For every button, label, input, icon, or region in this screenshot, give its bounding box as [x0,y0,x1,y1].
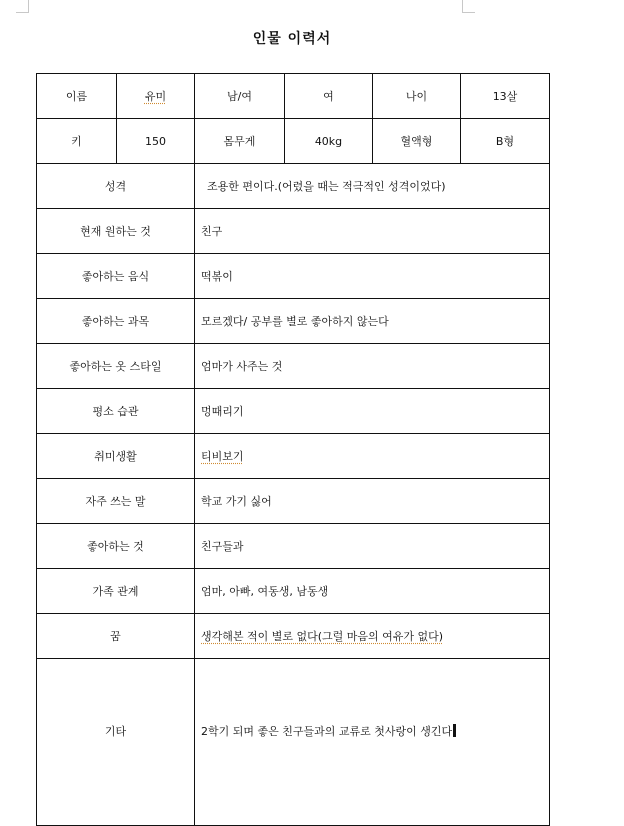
favorite-food-value[interactable]: 떡볶이 [195,254,550,299]
blood-type-value[interactable]: B형 [461,119,550,164]
personality-value[interactable]: 조용한 편이다.(어렸을 때는 적극적인 성격이었다) [195,164,550,209]
document-title: 인물 이력서 [252,31,332,47]
name-value-text: 유미 [144,90,167,103]
favorite-subject-label[interactable]: 좋아하는 과목 [37,299,195,344]
other-label[interactable]: 기타 [37,659,195,826]
family-value[interactable]: 엄마, 아빠, 여동생, 남동생 [195,569,550,614]
table-row [37,299,550,344]
table-row [37,164,550,209]
table-row [37,389,550,434]
dream-value-text: 생각해본 적이 별로 없다(그럴 마음의 여유가 없다) [201,630,444,643]
table-row [37,569,550,614]
table-row [37,479,550,524]
frequent-phrase-value[interactable]: 학교 가기 싫어 [195,479,550,524]
text-cursor [453,724,456,737]
name-value[interactable] [117,74,195,119]
table-row [37,254,550,299]
profile-table [36,73,550,826]
dream-label[interactable]: 꿈 [37,614,195,659]
table-row [37,74,550,119]
table-row [37,659,550,826]
table-row [37,524,550,569]
gender-value[interactable]: 여 [285,74,373,119]
gender-label[interactable]: 남/여 [195,74,285,119]
hobby-value[interactable] [195,434,550,479]
other-value[interactable] [195,659,550,826]
age-value[interactable]: 13살 [461,74,550,119]
page-corner-mark-top-left [16,0,29,13]
height-value[interactable]: 150 [117,119,195,164]
current-wish-label[interactable]: 현재 원하는 것 [37,209,195,254]
height-label[interactable]: 키 [37,119,117,164]
favorite-clothing-style-value[interactable]: 엄마가 사주는 것 [195,344,550,389]
other-value-text: 2학기 되며 좋은 친구들과의 교류로 첫사랑이 생긴다 [201,725,453,738]
hobby-value-text: 티비보기 [201,450,244,463]
table-row [37,614,550,659]
favorite-clothing-style-label[interactable]: 좋아하는 옷 스타일 [37,344,195,389]
favorite-subject-value[interactable]: 모르겠다/ 공부를 별로 좋아하지 않는다 [195,299,550,344]
habit-value[interactable]: 멍때리기 [195,389,550,434]
table-row [37,344,550,389]
likes-label[interactable]: 좋아하는 것 [37,524,195,569]
dream-value[interactable] [195,614,550,659]
table-row [37,119,550,164]
favorite-food-label[interactable]: 좋아하는 음식 [37,254,195,299]
weight-label[interactable]: 몸무게 [195,119,285,164]
weight-value[interactable]: 40kg [285,119,373,164]
family-label[interactable]: 가족 관계 [37,569,195,614]
frequent-phrase-label[interactable]: 자주 쓰는 말 [37,479,195,524]
habit-label[interactable]: 평소 습관 [37,389,195,434]
likes-value[interactable]: 친구들과 [195,524,550,569]
table-row [37,209,550,254]
name-label[interactable]: 이름 [37,74,117,119]
table-row [37,434,550,479]
current-wish-value[interactable]: 친구 [195,209,550,254]
blood-type-label[interactable]: 혈액형 [373,119,461,164]
age-label[interactable]: 나이 [373,74,461,119]
hobby-label[interactable]: 취미생활 [37,434,195,479]
page-corner-mark-top-right [462,0,475,13]
personality-label[interactable]: 성격 [37,164,195,209]
